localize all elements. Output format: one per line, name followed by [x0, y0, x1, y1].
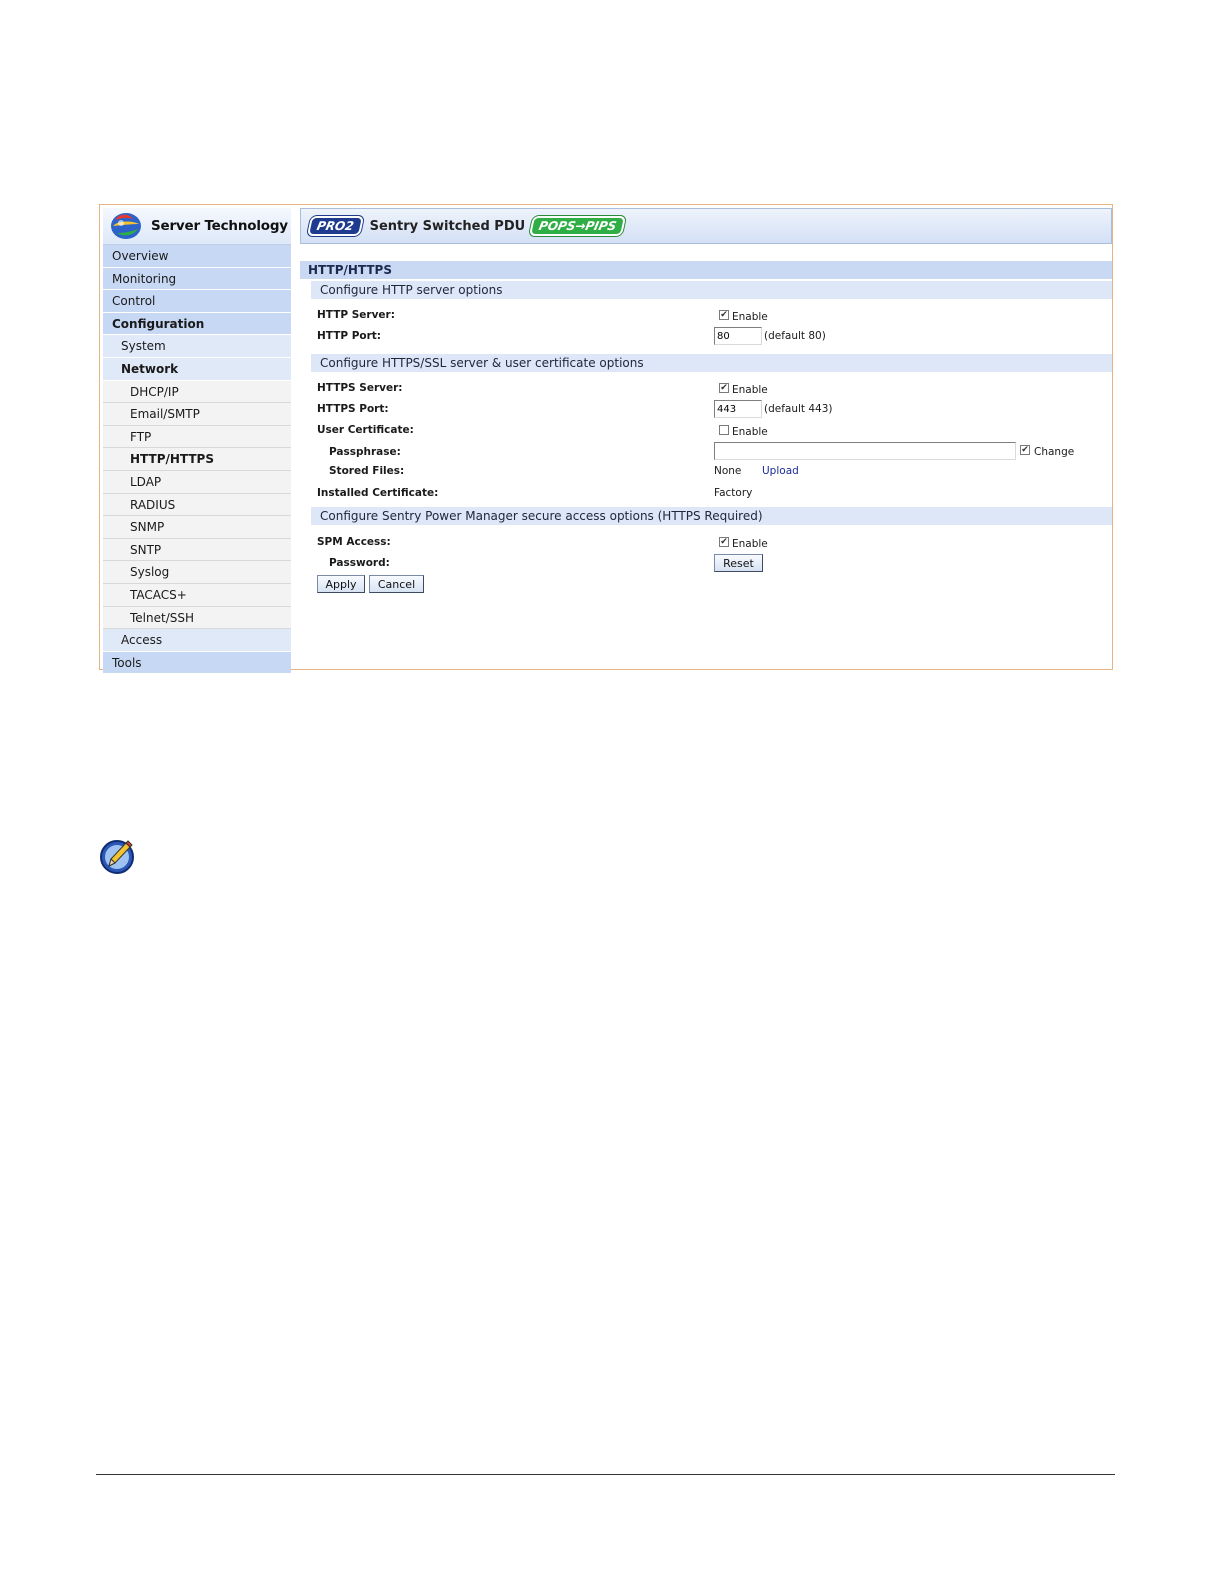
- https-port-input[interactable]: [714, 400, 762, 418]
- user-certificate-label: User Certificate:: [317, 424, 414, 436]
- passphrase-change-checkbox[interactable]: ✔: [1021, 445, 1029, 455]
- http-server-enable-label: Enable: [732, 311, 768, 323]
- sidebar-item-syslog[interactable]: Syslog: [103, 561, 291, 584]
- apply-button[interactable]: Apply: [317, 575, 365, 593]
- sidebar-item-snmp[interactable]: SNMP: [103, 516, 291, 539]
- passphrase-input[interactable]: [714, 442, 1016, 460]
- https-server-enable-label: Enable: [732, 384, 768, 396]
- sidebar-item-ftp[interactable]: FTP: [103, 426, 291, 449]
- pro2-badge: PRO2: [307, 216, 364, 236]
- brand-header: [103, 208, 291, 245]
- server-technology-logo-icon: [109, 211, 143, 241]
- spm-access-enable-label: Enable: [732, 538, 768, 550]
- installed-certificate-label: Installed Certificate:: [317, 487, 439, 499]
- cancel-button[interactable]: Cancel: [369, 575, 424, 593]
- sidebar-item-http-https[interactable]: HTTP/HTTPS: [103, 448, 291, 471]
- https-port-label: HTTPS Port:: [317, 403, 389, 415]
- password-reset-button[interactable]: Reset: [714, 554, 763, 572]
- sidebar-item-tacacs[interactable]: TACACS+: [103, 584, 291, 607]
- sidebar-item-network[interactable]: Network: [103, 358, 291, 381]
- brand-name: Server Technology: [151, 218, 288, 234]
- product-header: [300, 208, 1112, 244]
- sidebar-item-configuration[interactable]: Configuration: [103, 313, 291, 336]
- https-port-default: (default 443): [764, 403, 833, 415]
- sidebar-item-sntp[interactable]: SNTP: [103, 539, 291, 562]
- https-server-enable-checkbox[interactable]: ✔: [720, 383, 728, 393]
- sidebar-item-tools[interactable]: Tools: [103, 652, 291, 675]
- sidebar-item-dhcp-ip[interactable]: DHCP/IP: [103, 381, 291, 404]
- sidebar-item-access[interactable]: Access: [103, 629, 291, 652]
- http-port-default: (default 80): [764, 330, 826, 342]
- product-title: Sentry Switched PDU: [369, 218, 526, 234]
- sidebar: [103, 208, 291, 670]
- page-title: HTTP/HTTPS: [300, 261, 1112, 279]
- sidebar-item-ldap[interactable]: LDAP: [103, 471, 291, 494]
- http-server-enable-checkbox[interactable]: ✔: [720, 310, 728, 320]
- http-port-input[interactable]: [714, 327, 762, 345]
- installed-certificate-value: Factory: [714, 487, 753, 499]
- http-section-title: Configure HTTP server options: [311, 281, 1112, 299]
- spm-access-enable-checkbox[interactable]: ✔: [720, 537, 728, 547]
- spm-section-title: Configure Sentry Power Manager secure access options (HTTPS Required): [311, 507, 1112, 525]
- passphrase-change-label: Change: [1034, 446, 1075, 458]
- spm-access-label: SPM Access:: [317, 536, 391, 548]
- sidebar-item-system[interactable]: System: [103, 335, 291, 358]
- passphrase-label: Passphrase:: [329, 446, 401, 458]
- sidebar-item-radius[interactable]: RADIUS: [103, 494, 291, 517]
- web-interface-screenshot: [99, 204, 1113, 670]
- user-certificate-enable-checkbox[interactable]: [719, 425, 729, 435]
- stored-files-label: Stored Files:: [329, 465, 405, 477]
- spm-password-label: Password:: [329, 557, 390, 569]
- http-server-label: HTTP Server:: [317, 309, 395, 321]
- sidebar-item-control[interactable]: Control: [103, 290, 291, 313]
- footer-divider: [96, 1474, 1115, 1475]
- upload-link[interactable]: Upload: [762, 465, 799, 477]
- sidebar-item-telnet-ssh[interactable]: Telnet/SSH: [103, 607, 291, 630]
- note-pencil-icon: [99, 837, 135, 875]
- sidebar-item-monitoring[interactable]: Monitoring: [103, 268, 291, 291]
- user-certificate-enable-label: Enable: [732, 426, 768, 438]
- pops-pips-badge: POPS→PIPS: [529, 216, 626, 236]
- stored-files-value: None: [714, 465, 742, 477]
- sidebar-item-email-smtp[interactable]: Email/SMTP: [103, 403, 291, 426]
- http-port-label: HTTP Port:: [317, 330, 382, 342]
- sidebar-item-overview[interactable]: Overview: [103, 245, 291, 268]
- https-section-title: Configure HTTPS/SSL server & user certificate options: [311, 354, 1112, 372]
- https-server-label: HTTPS Server:: [317, 382, 403, 394]
